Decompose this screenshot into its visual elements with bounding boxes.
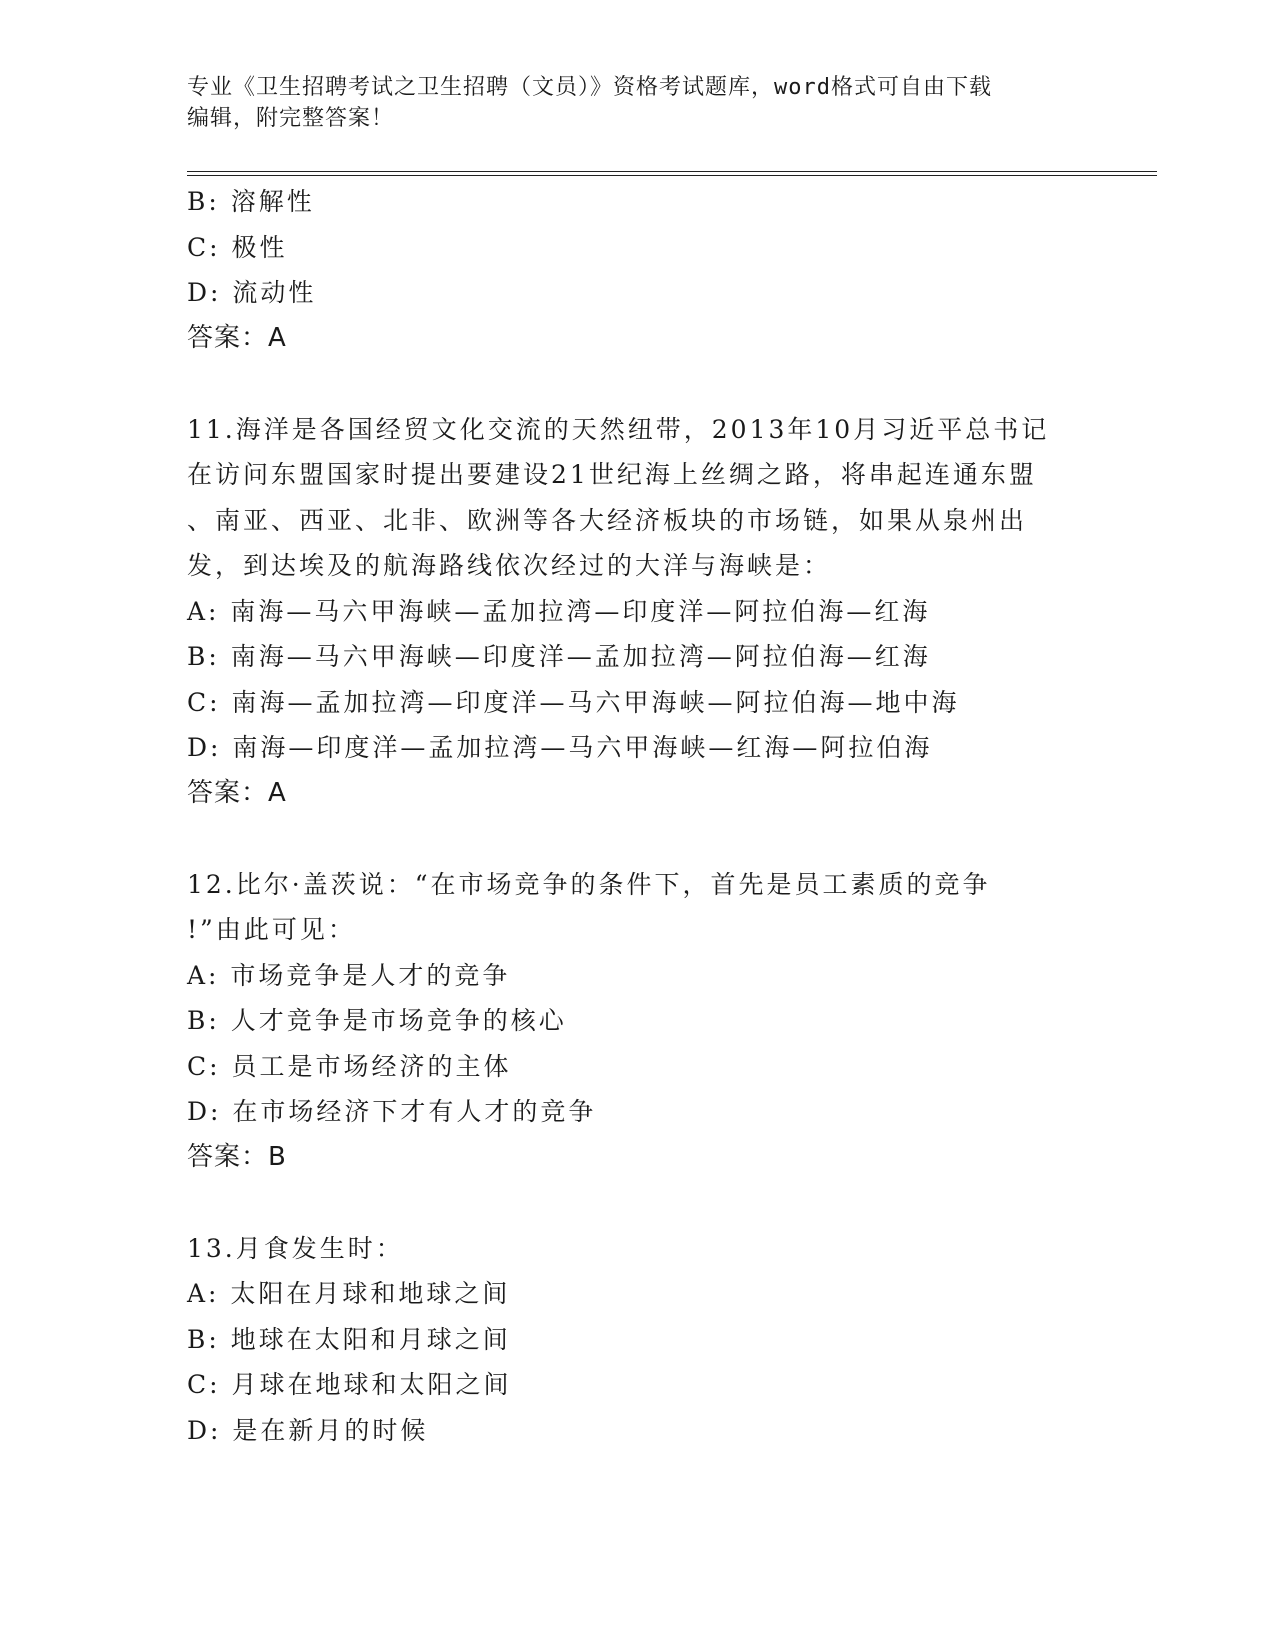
q10-answer: 答案：A [187,322,287,353]
q12-option-b: B: 人才竞争是市场竞争的核心 [187,1006,567,1035]
q12-stem-line-2: !”由此可见： [187,915,356,944]
header-line-2: 编辑，附完整答案！ [187,106,395,131]
q10-option-d: D: 流动性 [187,278,317,307]
question-13 [187,1226,1157,1454]
q13-option-c: C: 月球在地球和太阳之间 [187,1370,512,1399]
q10-option-b: B: 溶解性 [187,187,315,216]
header-line-1: 专业《卫生招聘考试之卫生招聘（文员）》资格考试题库，word格式可自由下载 [187,75,992,100]
q11-stem-line-1: 11.海洋是各国经贸文化交流的天然纽带，2013年10月习近平总书记 [187,414,1050,444]
spacer [187,361,1157,407]
q13-stem-line-1: 13.月食发生时： [187,1233,404,1263]
q11-option-d: D: 南海—印度洋—孟加拉湾—马六甲海峡—红海—阿拉伯海 [187,733,933,762]
question-12 [187,862,1157,1181]
q13-option-b: B: 地球在太阳和月球之间 [187,1324,511,1354]
q12-option-d: D: 在市场经济下才有人才的竞争 [187,1097,597,1126]
spacer [187,1180,1157,1226]
q11-option-c: C: 南海—孟加拉湾—印度洋—马六甲海峡—阿拉伯海—地中海 [187,687,960,717]
q11-stem-line-2: 在访问东盟国家时提出要建设21世纪海上丝绸之路，将串起连通东盟 [187,460,1037,489]
q11-option-b: B: 南海—马六甲海峡—印度洋—孟加拉湾—阿拉伯海—红海 [187,642,931,671]
header-divider [187,171,1157,176]
q13-option-a: A: 太阳在月球和地球之间 [187,1279,511,1308]
spacer [187,816,1157,862]
q11-answer: 答案：A [187,777,287,808]
document-page [187,72,1157,1453]
q11-stem-line-3: 、南亚、西亚、北非、欧洲等各大经济板块的市场链，如果从泉州出 [187,505,1028,535]
q12-option-a: A: 市场竞争是人才的竞争 [187,960,511,990]
q12-stem-line-1: 12.比尔·盖茨说：“在市场竞争的条件下，首先是员工素质的竞争 [187,869,991,899]
q13-option-d: D: 是在新月的时候 [187,1415,429,1445]
document-header [187,72,1067,134]
question-11 [187,407,1157,817]
q12-option-c: C: 员工是市场经济的主体 [187,1051,512,1081]
question-10-tail [187,179,1157,361]
q12-answer: 答案：B [187,1141,287,1172]
q11-option-a: A: 南海—马六甲海峡—孟加拉湾—印度洋—阿拉伯海—红海 [187,596,931,626]
q11-stem-line-4: 发，到达埃及的航海路线依次经过的大洋与海峡是： [187,551,832,580]
q10-option-c: C: 极性 [187,232,288,262]
